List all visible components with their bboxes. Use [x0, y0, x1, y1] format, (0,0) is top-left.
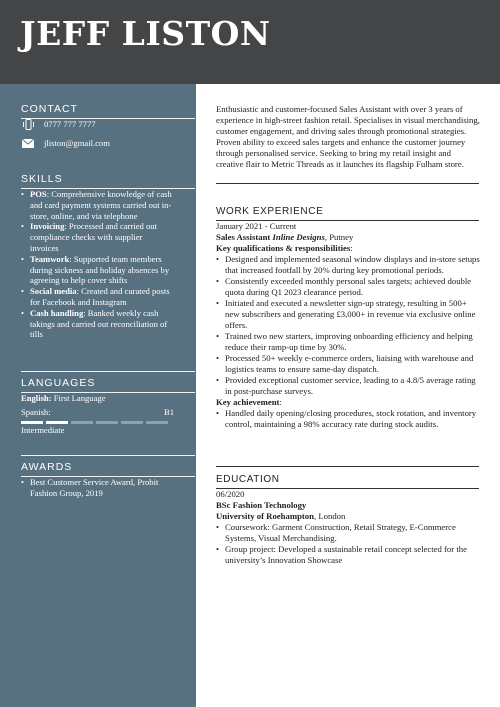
- level-segment: [21, 421, 43, 424]
- skill-label: Cash handling: [30, 307, 84, 318]
- responsibility-item: • Initiated and executed a newsletter sign-up strategy, resulting in 500+ new subscribers and generating £3,000+ in revenue via exclusive online offers.: [225, 298, 480, 331]
- skill-label: Teamwork: [30, 253, 70, 264]
- level-segment: [71, 421, 93, 424]
- experience-role-line: [216, 232, 480, 243]
- language-english-level: First Language: [51, 393, 106, 403]
- responsibility-item: • Provided exceptional customer service, leading to a 4.8/5 average rating in post-purchase surveys.: [225, 375, 480, 397]
- sidebar: [0, 84, 196, 707]
- experience-company: Inline Designs: [272, 232, 325, 242]
- responsibilities-heading-text: Key qualifications & responsibilities: [216, 243, 351, 253]
- achievement-heading-text: Key achievement: [216, 397, 280, 407]
- experience-dates: January 2021 - Current: [216, 221, 297, 231]
- experience-location: , Putney: [324, 232, 354, 242]
- skill-item: [30, 254, 173, 286]
- candidate-name: JEFF LISTON: [20, 14, 271, 53]
- education-entry: [216, 489, 480, 566]
- experience-role: Sales Assistant: [216, 232, 273, 242]
- responsibilities-heading-colon: :: [350, 243, 353, 253]
- achievement-item: • Handled daily opening/closing procedures, stock rotation, and inventory control, maintaining a 98% accuracy rate during stock audits.: [225, 408, 480, 430]
- language-spanish-level-bar: [21, 421, 195, 424]
- skill-description: : Processed and carried out compliance checks with supplier invoices: [30, 221, 157, 253]
- skill-item: [30, 221, 173, 253]
- education-school-line: [216, 511, 480, 522]
- education-top-divider: [216, 466, 479, 467]
- skill-description: : Comprehensive knowledge of cash and card payment systems carried out in-store, online, and via telephone: [30, 189, 172, 221]
- level-segment: [96, 421, 118, 424]
- language-spanish-level: B1: [163, 407, 174, 417]
- education-degree: [216, 500, 480, 511]
- language-english: [21, 393, 195, 404]
- achievement-heading-colon: :: [279, 397, 282, 407]
- experience-entry: [216, 221, 480, 430]
- skill-item: [30, 189, 173, 221]
- skill-label: Invoicing: [30, 221, 65, 232]
- experience-title: WORK EXPERIENCE: [216, 206, 324, 217]
- responsibility-item: • Processed 50+ weekly e-commerce orders, liaising with warehouse and logistics teams to ensure same-day dispatch.: [225, 353, 480, 375]
- experience-top-divider: [216, 183, 479, 184]
- contact-title: CONTACT: [21, 103, 78, 115]
- awards-list: [21, 477, 173, 499]
- email-address[interactable]: jliston@gmail.com: [44, 138, 110, 148]
- education-school: University of Roehampton: [216, 511, 314, 521]
- language-spanish-desc: Intermediate: [21, 425, 65, 435]
- phone-row: [21, 119, 96, 130]
- professional-summary: Enthusiastic and customer-focused Sales Assistant with over 3 years of experience in high-street fashion retail. Specialises in visual merchandising, customer engagement, and driving sales through promotional strategies. Proven ability to exceed sales targets and enhance the customer journey through personalised service. Seeking to bring my retail insight and creative flair to Metric Threads as it launches its flagship Fulham store.: [216, 104, 480, 169]
- languages-top-divider: [21, 371, 195, 372]
- awards-title: AWARDS: [21, 461, 73, 473]
- skill-label: POS: [30, 189, 47, 199]
- language-english-label: English:: [21, 393, 52, 403]
- language-spanish: [21, 407, 174, 418]
- resume-header: [0, 0, 500, 84]
- level-segment: [121, 421, 143, 424]
- skill-description: : Supported team members during sickness and holiday absences by agreeing to help cover shifts: [30, 253, 170, 286]
- languages-block: [21, 393, 195, 436]
- skill-description: : Created and curated posts for Facebook and Instagram: [30, 286, 170, 307]
- education-item: • Coursework: Garment Construction, Retail Strategy, E-Commerce Systems, Visual Merchandising.: [225, 522, 480, 544]
- skill-item: [30, 308, 173, 340]
- skills-title: SKILLS: [21, 173, 63, 185]
- email-row: [21, 138, 110, 149]
- phone-icon: [21, 119, 35, 130]
- phone-number: 0777 777 7777: [44, 119, 96, 129]
- skill-item: [30, 286, 173, 308]
- education-location: , London: [313, 511, 346, 521]
- achievement-heading: [216, 397, 480, 408]
- responsibility-item: • Trained two new starters, improving onboarding efficiency and helping reduce their ramp-up time by 30%.: [225, 331, 480, 353]
- education-date: 06/2020: [216, 489, 245, 499]
- responsibility-item: • Designed and implemented seasonal window displays and in-store setups that increased footfall by 20% during key promotional periods.: [225, 254, 480, 276]
- education-item: • Group project: Developed a sustainable retail concept selected for the university’s Innovation Showcase: [225, 544, 480, 566]
- responsibility-item: • Consistently exceeded monthly personal sales targets; achieved double quota during Q1 2023 clearance period.: [225, 276, 480, 298]
- languages-title: LANGUAGES: [21, 377, 96, 389]
- education-title: EDUCATION: [216, 474, 280, 485]
- level-segment: [46, 421, 68, 424]
- skill-description: : Banked weekly cash takings and carried out reconciliation of tills: [30, 307, 168, 340]
- awards-top-divider: [21, 455, 195, 456]
- responsibilities-heading: [216, 243, 480, 254]
- envelope-icon: [21, 138, 35, 149]
- award-item: • Best Customer Service Award, Probit Fashion Group, 2019: [30, 477, 173, 499]
- education-degree-text: BSc Fashion Technology: [216, 500, 307, 510]
- language-spanish-label: Spanish:: [21, 407, 51, 417]
- level-segment: [146, 421, 168, 424]
- skill-label: Social media: [30, 286, 77, 297]
- skills-list: [21, 189, 173, 340]
